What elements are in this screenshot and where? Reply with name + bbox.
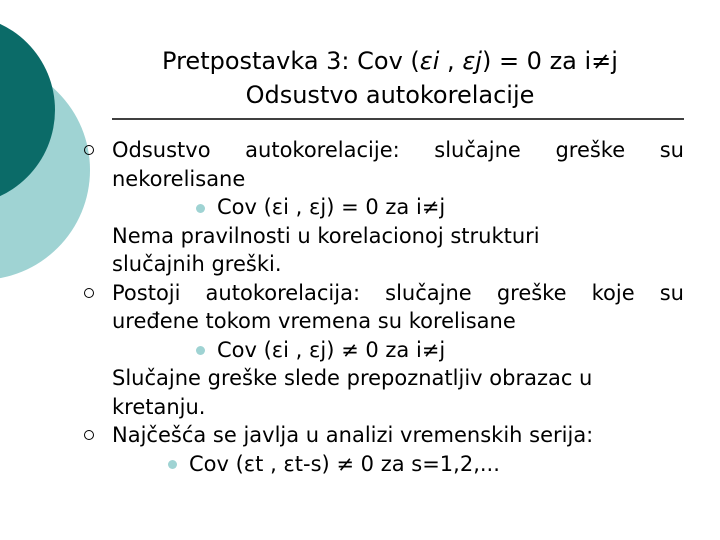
dot-bullet-icon — [168, 460, 177, 469]
title-eps-j: εj — [462, 47, 482, 75]
slide-content — [84, 136, 684, 478]
note-line: kretanju. — [112, 394, 206, 419]
title-suffix: ) = 0 za i≠j — [481, 47, 618, 75]
title-prefix: Pretpostavka 3: Cov ( — [162, 47, 420, 75]
title-divider — [112, 118, 684, 120]
circle-bullet-icon — [84, 288, 94, 298]
circle-bullet-icon — [84, 430, 94, 440]
slide-title — [100, 44, 680, 112]
title-line-1 — [100, 44, 680, 78]
dot-bullet-icon — [196, 346, 205, 355]
dot-bullet-icon — [196, 204, 205, 213]
title-line-2: Odsustvo autokorelacije — [245, 81, 535, 109]
bullet-text-line: uređene tokom vremena su korelisane — [112, 309, 516, 333]
formula-line — [112, 193, 684, 222]
formula: Cov (εi , εj) ≠ 0 za i≠j — [217, 337, 446, 362]
bullet-text-line: Odsustvo autokorelacije: slučajne greške su — [112, 138, 684, 162]
bullet-text-line: Postoji autokorelacija: slučajne greške koje su — [112, 280, 684, 305]
bullet-item-1 — [84, 136, 684, 279]
formula: Cov (εi , εj) = 0 za i≠j — [217, 195, 446, 219]
bullet-text-line: nekorelisane — [112, 166, 246, 191]
bullet-item-3 — [84, 421, 684, 478]
note-line: Nema pravilnosti u korelacionoj strukturi — [112, 223, 540, 248]
bullet-item-2 — [84, 279, 684, 422]
bullet-text-line: Najčešća se javlja u analizi vremenskih serija: — [112, 423, 594, 447]
note-line: Slučajne greške slede prepoznatljiv obrazac u — [112, 366, 593, 390]
formula-line — [112, 336, 684, 365]
circle-bullet-icon — [84, 145, 94, 155]
title-sep: , — [439, 47, 463, 75]
formula-line — [112, 450, 684, 479]
formula: Cov (εt , εt-s) ≠ 0 za s=1,2,... — [189, 451, 500, 476]
note-line: slučajnih greški. — [112, 252, 282, 276]
title-eps-i: εi — [419, 47, 440, 75]
